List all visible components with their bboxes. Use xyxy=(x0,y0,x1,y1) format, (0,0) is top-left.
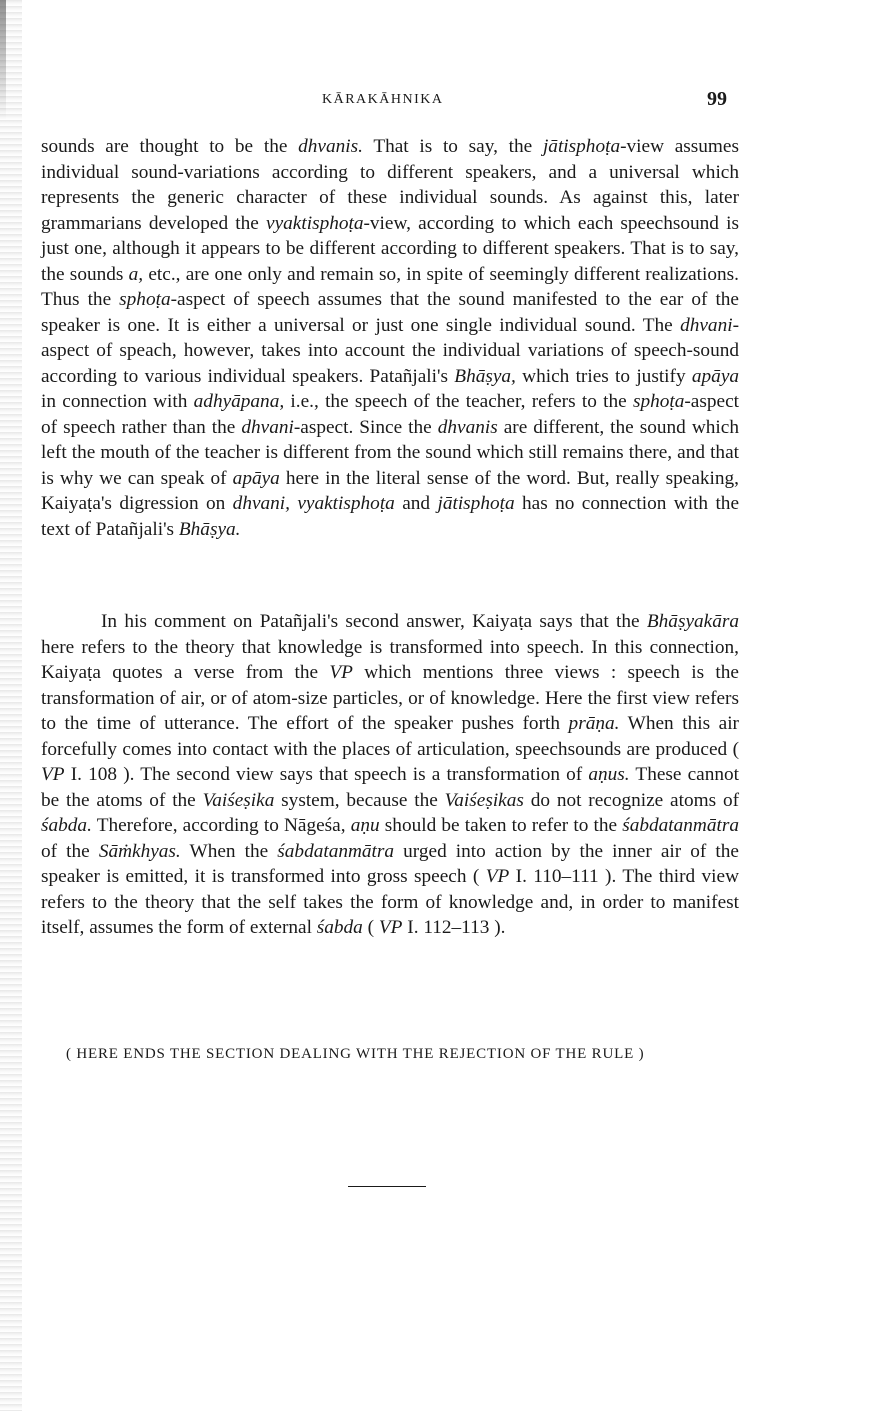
italic-term: Bhāṣya. xyxy=(178,518,241,540)
italic-term: śabda. xyxy=(41,815,92,836)
text-run: here refers to the theory that knowledge is transformed into speech. In this connection, Kaiyaṭa quotes a verse from the xyxy=(41,636,739,683)
italic-term: Bhāṣyakāra xyxy=(646,611,739,632)
text-run: of the xyxy=(41,840,99,862)
body-paragraph-1 xyxy=(41,134,739,542)
section-end-note: ( HERE ENDS THE SECTION DEALING WITH THE REJECTION OF THE RULE ) xyxy=(66,1046,645,1062)
text-run: ( xyxy=(362,917,379,938)
text-run: in connection with xyxy=(41,391,194,412)
italic-term: apāya xyxy=(232,467,280,489)
binding-shadow xyxy=(0,0,22,1411)
text-run: I. 110–111 ). The third view refers to the theory that the self takes the form of knowledge and, in order to manifest itself, assumes the form of external xyxy=(41,866,740,938)
text-run: I. 108 ). The second view says that speech is a transformation of xyxy=(64,764,589,785)
text-run: These cannot be the atoms of the xyxy=(41,764,740,811)
text-run: and xyxy=(394,493,438,514)
text-run: i.e., the speech of the teacher, refers to the xyxy=(284,391,633,412)
italic-term: dhvanis xyxy=(437,416,498,438)
text-run: which tries to justify xyxy=(515,365,692,387)
text-run: etc., are one only and remain so, in spite of seemingly different realizations. Thus the xyxy=(41,263,739,310)
text-run: -aspect of speach, however, takes into account the individual variations of speech-sound according to various individual speakers. Patañjali's xyxy=(41,314,739,387)
running-header xyxy=(0,90,882,114)
italic-term: jātisphoṭa xyxy=(437,493,515,514)
italic-term: a, xyxy=(128,263,144,285)
italic-term: jātisphoṭa xyxy=(542,136,621,157)
text-run: -view assumes individual sound-variations according to different speakers, and a universal which represents the generic character of these individual sounds. As against this, later grammarians developed the xyxy=(41,136,739,234)
italic-term: dhvani xyxy=(680,314,733,336)
paragraph-text xyxy=(41,134,739,542)
text-run: here in the literal sense of the word. But, really speaking, Kaiyaṭa's digression on xyxy=(41,467,739,514)
paragraph-text xyxy=(41,609,739,941)
italic-term: VP xyxy=(485,866,510,887)
italic-term: Vaiśeṣika xyxy=(202,789,275,811)
text-run: sounds are thought to be the xyxy=(41,136,299,157)
italic-term: dhvani, vyaktisphoṭa xyxy=(232,493,395,514)
closing-rule xyxy=(348,1186,426,1187)
text-run: has no connection with the text of Patañjali's xyxy=(41,493,740,540)
italic-term: śabda xyxy=(316,917,363,938)
text-run: do not recognize atoms of xyxy=(523,789,740,811)
italic-term: Bhāṣya, xyxy=(454,365,516,387)
body-paragraph-2 xyxy=(41,609,739,941)
text-run: I. 112–113 ). xyxy=(402,917,506,938)
text-run: That is to say, the xyxy=(362,136,543,157)
italic-term: VP xyxy=(329,662,353,683)
text-run: system, because the xyxy=(274,789,445,811)
italic-term: VP xyxy=(378,917,403,938)
text-run: Therefore, according to Nāgeśa, xyxy=(91,815,351,836)
italic-term: sphoṭa xyxy=(119,289,171,310)
text-run: -view, according to which each speechsound is just one, although it appears to be different according to different speakers. That is to say, the sounds xyxy=(41,212,739,285)
text-run: -aspect of speech assumes that the sound manifested to the ear of the speaker is one. It is either a universal or just one single individual sound. The xyxy=(41,289,739,336)
text-run: are different, the sound which left the mouth of the teacher is different from the sound which still remains there, and that is why we can speak of xyxy=(41,416,739,489)
text-run: In his comment on Patañjali's second answer, Kaiyaṭa says that the xyxy=(101,611,647,632)
text-run: -aspect. Since the xyxy=(293,416,438,438)
running-title: KĀRAKĀHNIKA xyxy=(322,92,444,107)
text-run: which mentions three views : speech is the transformation of air, or of atom-size particles, or of knowledge. Here the first view refers to the time of utterance. The effort of the speaker pushes forth xyxy=(41,662,739,734)
italic-term: apāya xyxy=(691,365,740,387)
italic-term: vyaktisphoṭa xyxy=(266,212,364,234)
italic-term: aṇu xyxy=(350,815,380,836)
italic-term: śabdatanmātra xyxy=(277,840,395,862)
text-run: When this air forcefully comes into contact with the places of articulation, speechsounds are produced ( xyxy=(41,713,739,760)
text-run: should be taken to refer to the xyxy=(379,815,623,836)
italic-term: śabdatanmātra xyxy=(622,815,739,836)
italic-term: dhvani xyxy=(241,416,294,438)
italic-term: VP xyxy=(41,764,65,785)
italic-term: aṇus. xyxy=(588,764,630,785)
text-run: urged into action by the inner air of the speaker is emitted, it is transformed into gross speech ( xyxy=(41,840,739,887)
italic-term: prāṇa. xyxy=(568,713,620,734)
italic-term: Sāṁkhyas. xyxy=(98,840,181,862)
italic-term: dhvanis. xyxy=(298,136,363,157)
italic-term: sphoṭa xyxy=(632,391,685,412)
italic-term: Vaiśeṣikas xyxy=(444,789,524,811)
page-number: 99 xyxy=(707,88,727,110)
italic-term: adhyāpana, xyxy=(193,391,285,412)
text-run: -aspect of speech rather than the xyxy=(41,391,739,438)
text-run: When the xyxy=(180,840,278,862)
